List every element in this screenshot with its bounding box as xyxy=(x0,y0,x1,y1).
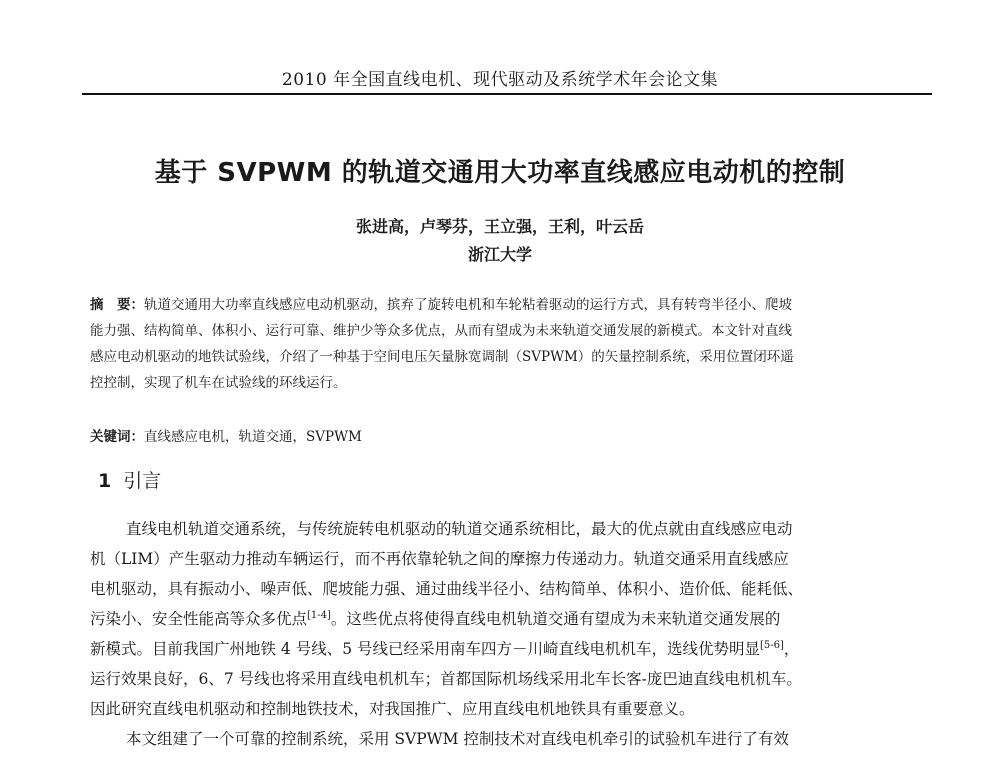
body-line: 运行效果良好，6、7 号线也将采用直线电机机车；首都国际机场线采用北车长客-庞巴迪直线电机机车。 xyxy=(90,670,802,688)
citation: [5-6] xyxy=(760,639,784,651)
body-line: 机（LIM）产生驱动力推动车辆运行，而不再依靠轮轨之间的摩擦力传递动力。轨道交通采用直线感应 xyxy=(90,550,789,568)
abstract-line: 控控制，实现了机车在试验线的环线运行。 xyxy=(90,375,347,391)
keywords-label: 关键词： xyxy=(90,429,144,445)
citation: [1-4] xyxy=(307,609,331,621)
abstract-line: 能力强、结构简单、体积小、运行可靠、维护少等众多优点，从而有望成为未来轨道交通发展的新模式。本文针对直线 xyxy=(90,323,792,339)
abstract-line xyxy=(90,292,940,318)
paper-title: 基于 SVPWM 的轨道交通用大功率直线感应电动机的控制 xyxy=(154,158,846,188)
body-line xyxy=(90,604,942,634)
keywords xyxy=(90,426,940,448)
section-number: 1 xyxy=(98,470,112,492)
section-title: 引言 xyxy=(123,470,162,492)
body-text-segment: 污染小、安全性能高等众多优点 xyxy=(90,610,308,628)
body-text xyxy=(90,514,942,754)
body-line: 电机驱动，具有振动小、噪声低、爬坡能力强、通过曲线半径小、结构简单、体积小、造价低、能耗低、 xyxy=(90,580,804,598)
abstract-line: 感应电动机驱动的地铁试验线，介绍了一种基于空间电压矢量脉宽调制（SVPWM）的矢量控制系统，采用位置闭环遥 xyxy=(90,349,794,365)
body-line: 因此研究直线电机驱动和控制地铁技术，对我国推广、应用直线电机地铁具有重要意义。 xyxy=(90,700,695,718)
header-rule xyxy=(82,93,932,95)
abstract-label: 摘 要： xyxy=(90,297,144,313)
body-line: 直线电机轨道交通系统，与传统旋转电机驱动的轨道交通系统相比，最大的优点就由直线感应电动 xyxy=(126,520,793,538)
body-text-segment: 。这些优点将使得直线电机轨道交通有望成为未来轨道交通发展的 xyxy=(330,610,781,628)
body-line xyxy=(90,634,942,664)
body-text-segment: 新模式。目前我国广州地铁 4 号线、5 号线已经采用南车四方－川崎直线电机机车，选线优势明显 xyxy=(90,640,761,658)
section-heading xyxy=(98,466,161,493)
running-header: 2010 年全国直线电机、现代驱动及系统学术年会论文集 xyxy=(281,70,719,90)
body-text-segment: ， xyxy=(783,640,800,658)
affiliation: 浙江大学 xyxy=(467,245,532,264)
abstract-text: 轨道交通用大功率直线感应电动机驱动，摈弃了旋转电机和车轮粘着驱动的运行方式，具有转弯半径小、爬坡 xyxy=(144,297,792,313)
author-list: 张进高，卢琴芬，王立强，王利，叶云岳 xyxy=(355,217,644,236)
keywords-text: 直线感应电机，轨道交通，SVPWM xyxy=(144,429,362,445)
abstract xyxy=(90,292,940,396)
body-line: 本文组建了一个可靠的控制系统，采用 SVPWM 控制技术对直线电机牵引的试验机车进行了有效 xyxy=(126,730,789,748)
